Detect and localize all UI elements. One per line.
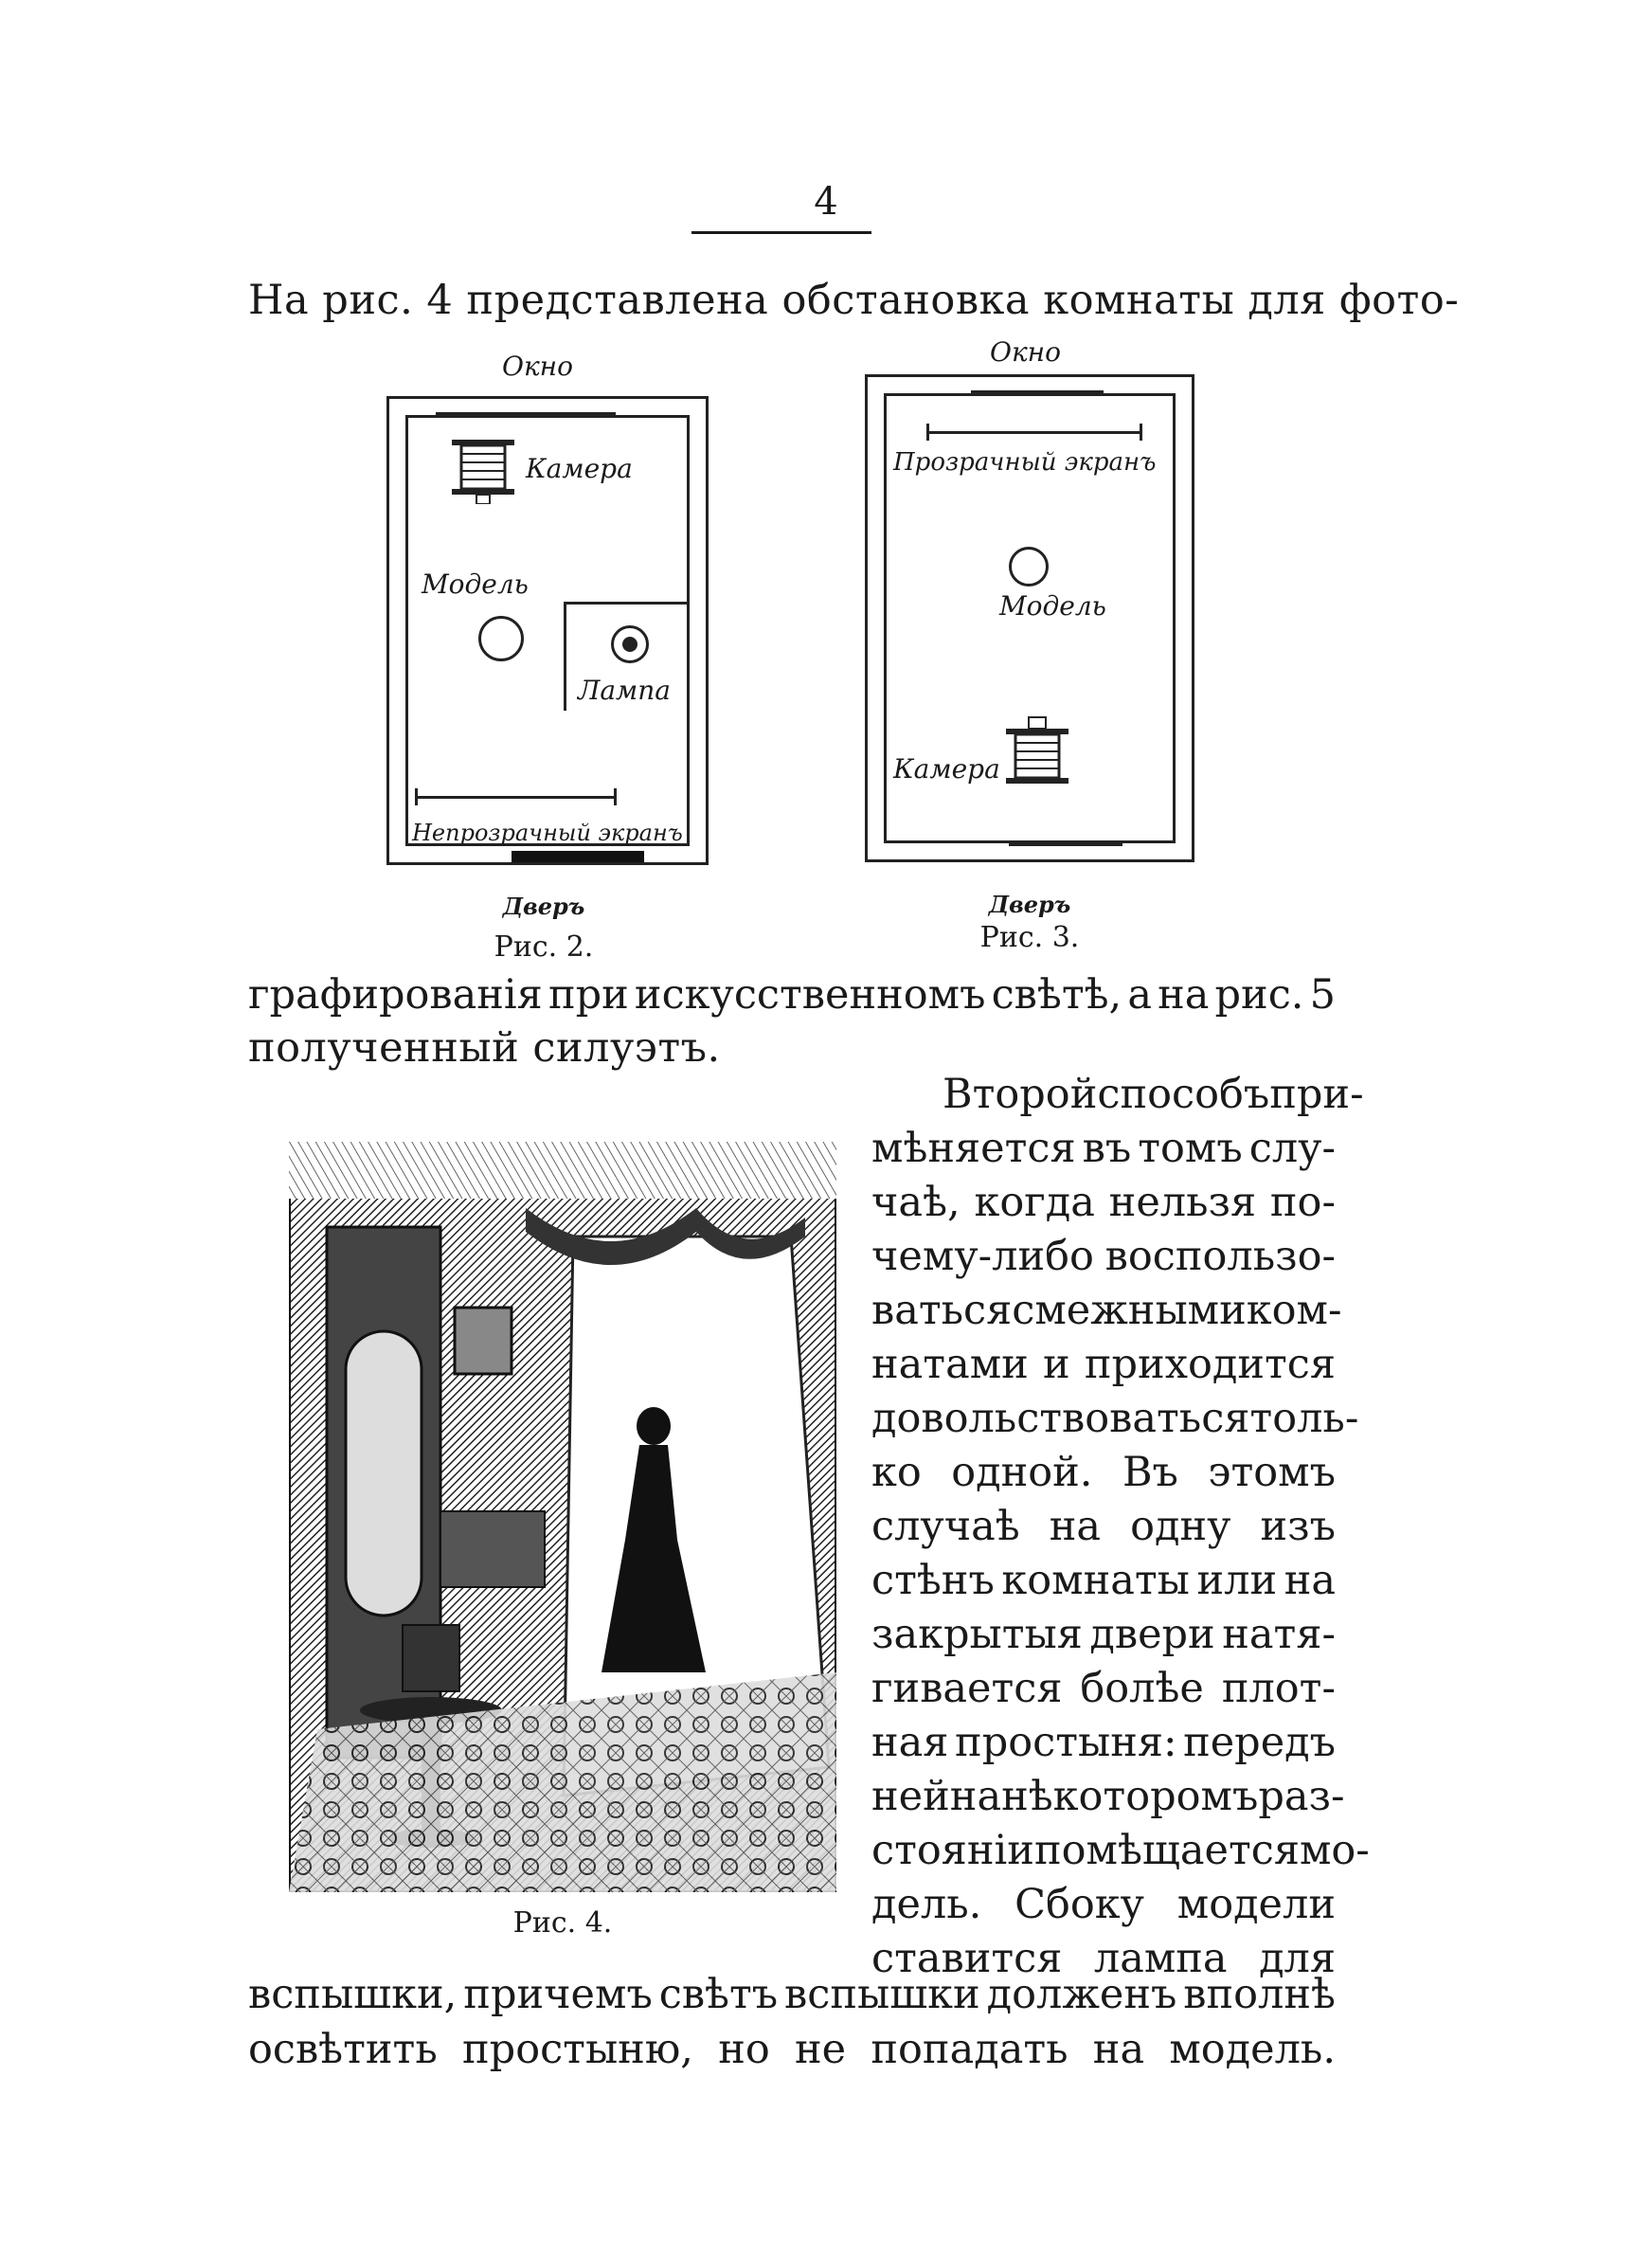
right-line-11: закрытыя двери натя- <box>871 1611 1336 1658</box>
fig3-model-circle <box>1009 547 1049 587</box>
fig3-caption: Рис. 3. <box>979 921 1080 954</box>
right-line-10: стѣнъ комнаты или на <box>871 1557 1336 1604</box>
right-line-9: случаѣ на одну изъ <box>871 1503 1336 1550</box>
para1-line-2: полученный силуэтъ. <box>248 1024 721 1072</box>
fig3-window-label: Окно <box>990 336 1061 368</box>
fig3-screen-end-right <box>1140 424 1142 441</box>
fig3-screen-line <box>928 431 1141 434</box>
right-line-14: ней на нѣкоторомъ раз- <box>871 1773 1345 1820</box>
right-line-7: довольствоваться толь- <box>871 1395 1359 1442</box>
final-paragraph <box>248 1971 1336 2081</box>
fig4-caption: Рис. 4. <box>512 1906 613 1940</box>
fig2-door-label: Дверъ <box>502 893 585 920</box>
right-line-6: натами и приходится <box>871 1341 1336 1388</box>
fig2-model-label: Модель <box>422 569 529 600</box>
fig2-caption: Рис. 2. <box>494 930 594 964</box>
fig3-screen-end-left <box>926 424 929 441</box>
right-line-3: чаѣ, когда нельзя по- <box>871 1179 1336 1226</box>
right-line-13: ная простыня: передъ <box>871 1719 1336 1766</box>
right-line-8: ко одной. Въ этомъ <box>871 1449 1336 1496</box>
final-line-1: вспышки, причемъ свѣтъ вспышки долженъ вполнѣ <box>248 1971 1336 2018</box>
figure-4-illustration <box>289 1142 836 1892</box>
fig2-screen-end-right <box>614 788 617 805</box>
fig3-model-label: Модель <box>999 590 1106 622</box>
paragraph-1 <box>248 971 1336 1077</box>
para1-line-1: графированія при искусственномъ свѣтѣ, а на рис. 5 <box>248 971 1336 1019</box>
right-column-text <box>871 1071 1370 1989</box>
fig2-window-label: Окно <box>502 351 573 382</box>
fig3-camera-label: Камера <box>893 753 1000 785</box>
intro-line: На рис. 4 представлена обстановка комнаты для фото- <box>248 277 1460 324</box>
right-line-16: дель. Сбоку модели <box>871 1881 1336 1928</box>
fig2-lamp-dot <box>622 637 637 652</box>
right-line-15: стояніи помѣщается мо- <box>871 1827 1370 1874</box>
right-line-4: чему-либо воспользо- <box>871 1233 1336 1280</box>
fig3-screen-label: Прозрачный экранъ <box>893 448 1157 477</box>
final-line-2: освѣтить простыню, но не попадать на модель. <box>248 2026 1336 2073</box>
right-line-17: ставится лампа для <box>871 1935 1336 1982</box>
figure-2 <box>379 351 720 919</box>
fig3-camera-icon <box>1004 715 1070 791</box>
fig2-camera-icon <box>450 438 516 504</box>
fig3-window-opening <box>971 374 1104 393</box>
right-line-12: гивается болѣе плот- <box>871 1665 1336 1712</box>
fig2-screen-label: Непрозрачный экранъ <box>412 820 683 846</box>
right-line-2: мѣняется въ томъ слу- <box>871 1125 1336 1172</box>
fig2-window-opening <box>436 396 616 415</box>
header-rule <box>691 231 871 234</box>
fig2-camera-label: Камера <box>526 453 633 484</box>
fig2-model-circle <box>478 616 524 661</box>
right-line-5: ваться смежными ком- <box>871 1287 1342 1334</box>
fig3-door-label: Дверъ <box>988 891 1071 918</box>
figure-3 <box>857 336 1208 918</box>
fig2-door-opening <box>512 851 644 862</box>
right-line-1: Второй способъ при- <box>943 1071 1364 1118</box>
fig2-lamp-label: Лампа <box>578 675 671 706</box>
fig2-screen-end-left <box>415 788 418 805</box>
fig3-door-opening <box>1009 843 1122 862</box>
fig2-screen-line <box>417 796 616 799</box>
page-number: 4 <box>814 180 838 224</box>
